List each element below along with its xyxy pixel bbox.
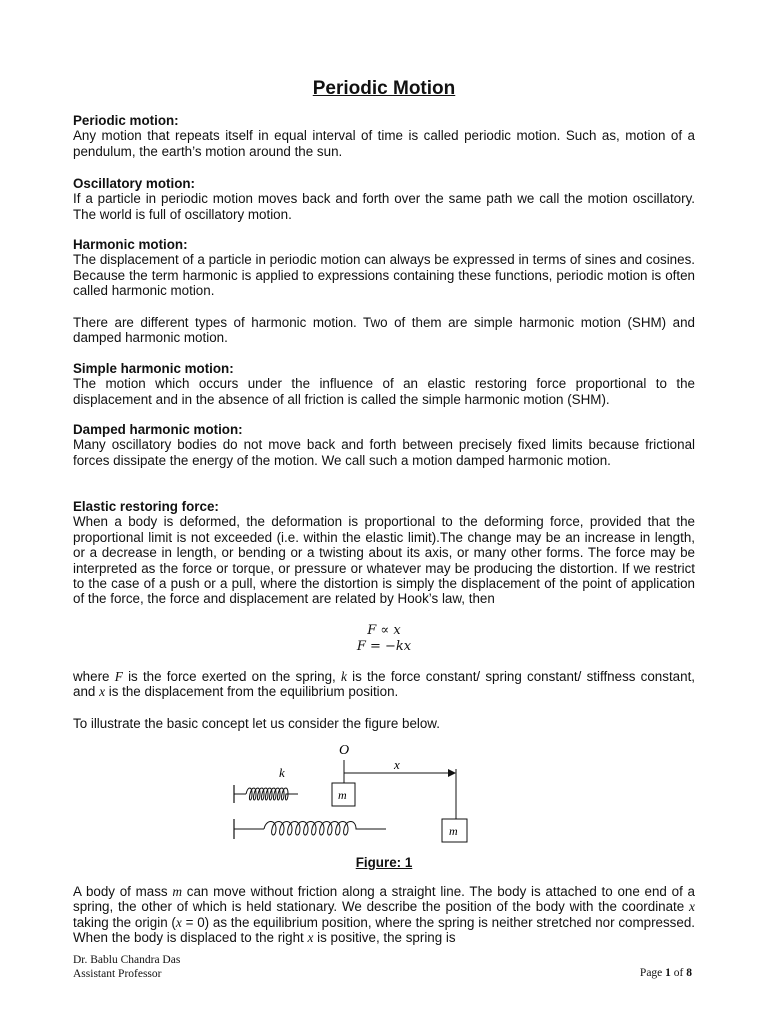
equation-hooke: F = −kx xyxy=(356,639,412,654)
body-paragraph xyxy=(73,884,695,946)
section-text: The displacement of a particle in periodic motion can always be expressed in terms of sines and cosines. Because the term harmonic is applied to expressions containing these functions, periodic motion is often called harmonic motion. xyxy=(73,252,695,299)
page-title: Periodic Motion xyxy=(312,78,456,99)
section-elastic xyxy=(73,499,695,607)
footer-position: Assistant Professor xyxy=(73,968,162,980)
section-types xyxy=(73,315,695,346)
where-text: is the force exerted on the spring, xyxy=(122,669,341,684)
equation-proportional: F ∝ x xyxy=(367,623,401,638)
var-k: k xyxy=(340,669,347,684)
origin-label: O xyxy=(339,743,350,758)
section-text: Many oscillatory bodies do not move back and forth between precisely fixed limits because frictional forces dissipate the energy of the motion. We call such a motion damped harmonic motion. xyxy=(73,437,695,468)
mass-top-label: m xyxy=(338,788,347,802)
section-heading: Damped harmonic motion: xyxy=(73,422,243,437)
where-text: where xyxy=(73,669,115,684)
section-damped xyxy=(73,422,695,468)
k-label: k xyxy=(279,765,285,780)
section-text: If a particle in periodic motion moves back and forth over the same path we call the motion oscillatory. The world is full of oscillatory motion. xyxy=(73,191,695,222)
section-heading: Oscillatory motion: xyxy=(73,176,196,191)
section-periodic xyxy=(73,113,695,159)
var-m: m xyxy=(172,884,183,899)
body-text: = 0) as the equilibrium position, where the spring is neither stretched nor compressed. When the body is displaced to the right xyxy=(73,914,695,946)
var-x: x xyxy=(175,914,182,930)
spring-bottom xyxy=(264,822,386,836)
page-current: 1 xyxy=(665,967,671,979)
section-heading: Periodic motion: xyxy=(73,113,179,128)
var-f: F xyxy=(114,669,123,684)
page-number xyxy=(640,967,692,979)
section-text: When a body is deformed, the deformation is proportional to the deforming force, provided that the proportional limit is not exceeded (i.e. within the elastic limit).The change may be an increase in length, or a decrease in length, or bending or a twisting about its axis, or many other forms. The force may be interpreted as the force or torque, or pressure or whatever may be producing the distortion. If we restrict to the case of a push or a pull, where the distortion is simply the displacement of the point of application of the force, the force and displacement are related by Hook’s law, then xyxy=(73,514,695,607)
body-text: can move without friction along a straight line. The body is attached to one end of a spring, the other of which is held stationary. We describe the position of the body with the coordinate xyxy=(73,884,695,915)
section-heading: Elastic restoring force: xyxy=(73,499,219,514)
where-paragraph xyxy=(73,669,695,700)
page-prefix: Page xyxy=(639,967,666,979)
footer-author: Dr. Bablu Chandra Das xyxy=(73,954,181,966)
mass-bottom-label: m xyxy=(449,824,458,838)
figure-caption: Figure: 1 xyxy=(355,855,413,870)
body-text: A body of mass xyxy=(73,884,173,899)
var-x: x xyxy=(99,684,106,700)
section-text: Any motion that repeats itself in equal interval of time is called periodic motion. Such as, motion of a pendulum, the earth’s motion around the sun. xyxy=(73,128,695,159)
body-text: is positive, the spring is xyxy=(313,930,456,946)
page-of: of xyxy=(670,967,687,979)
where-text: is the force constant/ spring constant/ stiffness constant, and xyxy=(73,669,696,700)
illustrate-paragraph: To illustrate the basic concept let us consider the figure below. xyxy=(73,716,440,731)
section-text: There are different types of harmonic motion. Two of them are simple harmonic motion (SHM) and damped harmonic motion. xyxy=(73,315,695,346)
section-oscillatory xyxy=(73,176,695,222)
var-x: x xyxy=(689,899,695,915)
section-heading: Harmonic motion: xyxy=(73,237,188,252)
spring-mass-figure xyxy=(220,738,480,850)
section-text: The motion which occurs under the influence of an elastic restoring force proportional to the displacement and in the absence of all friction is called the simple harmonic motion (SHM). xyxy=(73,376,695,407)
section-harmonic xyxy=(73,237,695,299)
where-text: is the displacement from the equilibrium position. xyxy=(105,684,399,700)
section-shm xyxy=(73,361,695,407)
body-text: taking the origin ( xyxy=(73,914,176,930)
section-heading: Simple harmonic motion: xyxy=(73,361,234,376)
page-total: 8 xyxy=(686,967,692,979)
spring-top xyxy=(246,788,298,800)
var-x: x xyxy=(307,930,314,946)
x-label: x xyxy=(394,757,400,772)
arrow-head xyxy=(448,769,456,777)
